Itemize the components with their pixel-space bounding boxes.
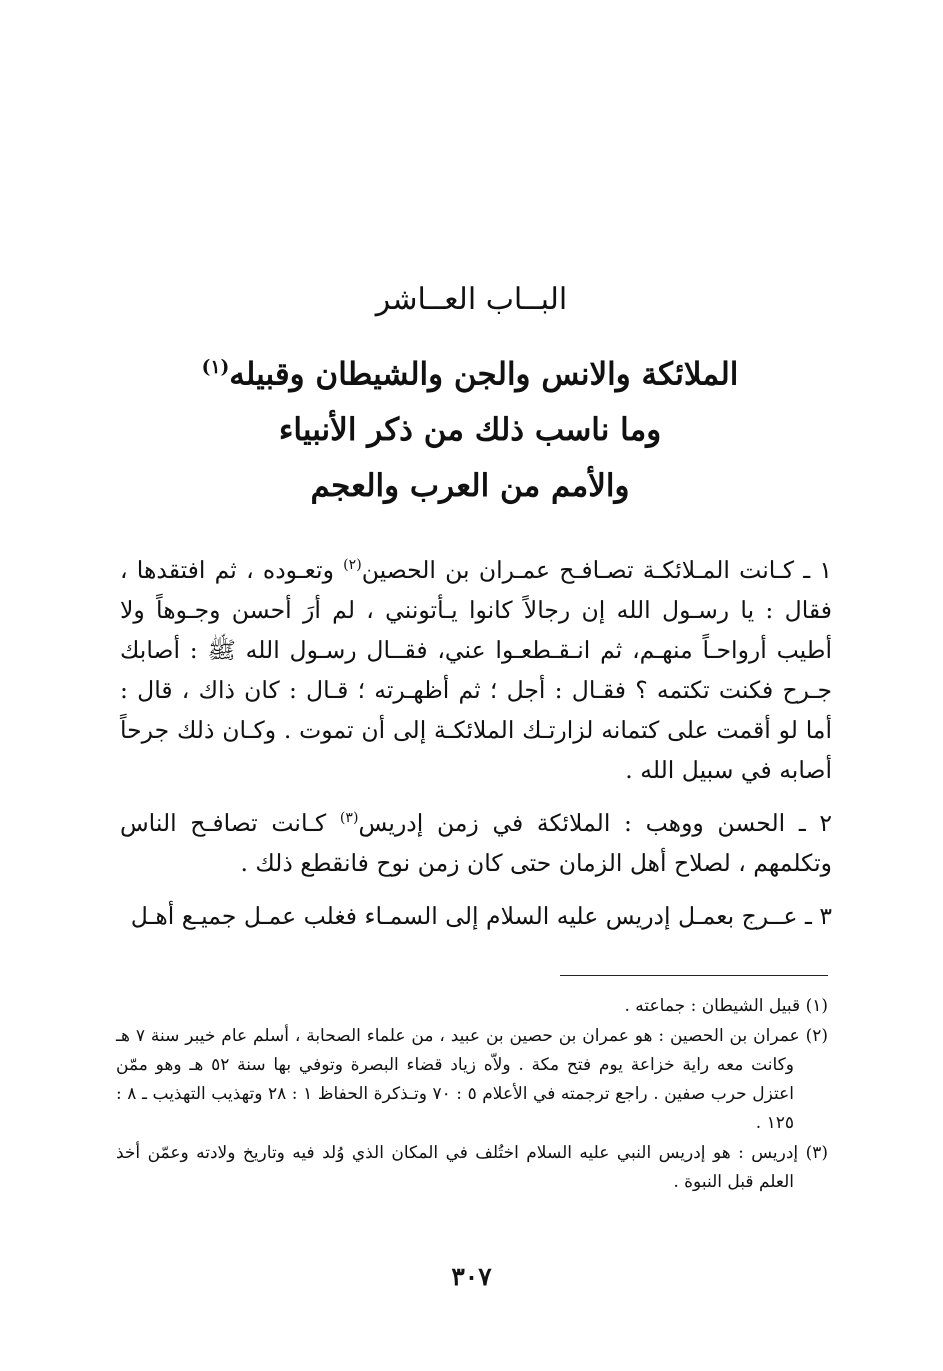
body-text	[120, 545, 832, 943]
chapter-title-line-3: والأمم من العرب والعجم	[310, 468, 630, 505]
paragraph-1	[120, 545, 832, 790]
footnote-separator	[560, 975, 828, 976]
footnote-3: (٣) إدريس : هو إدريس النبي عليه السلام اختُلف في المكان الذي وُلد فيه وتاريخ ولادته وعمّن أخذ العلم قبل النبوة .	[116, 1143, 828, 1192]
footnote-ref-1: (١)	[201, 357, 230, 378]
chapter-title	[120, 340, 820, 514]
paragraph-1-text-a: ١ ـ كـانت المـلائكـة تصـافـح عمـران بن الحصين	[361, 555, 832, 584]
footnote-ref-3: (٣)	[339, 809, 359, 826]
paragraph-3	[120, 891, 832, 936]
paragraph-3-text-a: ٣ ـ عــرج بعمـل إدريس عليه السلام إلى السمـاء فغلب عمـل جميـع أهـل	[130, 901, 832, 930]
page-number: ٣٠٧	[451, 1262, 492, 1291]
footnotes	[116, 992, 828, 1198]
footnote-2: (٢) عمران بن الحصين : هو عمران بن حصين بن عبيد ، من علماء الصحابة ، أسلم عام خيبر سنة ٧ هـ وكانت معه راية خزاعة يوم فتح مكة . ولاّه زياد قضاء البصرة وتوفي بها سنة ٥٢ هـ وهو ممّن اعتزل حرب صفين . راجع ترجمته في الأعلام ٥ : ٧٠ وتـذكرة الحفاظ ١ : ٢٨ وتهذيب التهذيب ـ ٨ : ١٢٥ .	[116, 1026, 828, 1133]
footnote-1: (١) قبيل الشيطان : جماعته .	[624, 996, 828, 1016]
chapter-title-line-2: وما ناسب ذلك من ذكر الأنبياء	[278, 412, 662, 449]
paragraph-2	[120, 798, 832, 883]
chapter-title-line-1	[120, 340, 820, 402]
paragraph-1-text-b: وتعـوده ، ثم افتقدها ، فقال : يا رسـول الله إن رجالاً كانوا يـأتونني ، لم أرَ أحسن وجـوهاً ولا أطيب أرواحـاً منهـم، ثم انـقـطعـوا عني، فقــال رسـول الله ﷺ : أصابك جـرح فكنت تكتمه ؟ فقـال : أجل ؛ ثم أظهـرته ؛ قـال : كان ذاك ، قال : أما لو أقمت على كتمانه لزارتـك الملائكـة إلى أن تموت . وكـان ذلك جرحاً أصابه في سبيل الله .	[120, 555, 832, 784]
footnote-ref-2: (٢)	[343, 557, 362, 573]
paragraph-2-text-a: ٢ ـ الحسن ووهب : الملائكة في زمن إدريس	[358, 808, 832, 837]
chapter-label: البــاب العــاشر	[375, 282, 568, 317]
paragraph-2-text-b: كـانت تصافـح الناس وتكلمهم ، لصلاح أهل الزمان حتى كان زمن نوح فانقطع ذلك .	[120, 808, 832, 877]
chapter-title-line-1-text: الملائكة والانس والجن والشيطان وقبيله	[229, 356, 739, 393]
